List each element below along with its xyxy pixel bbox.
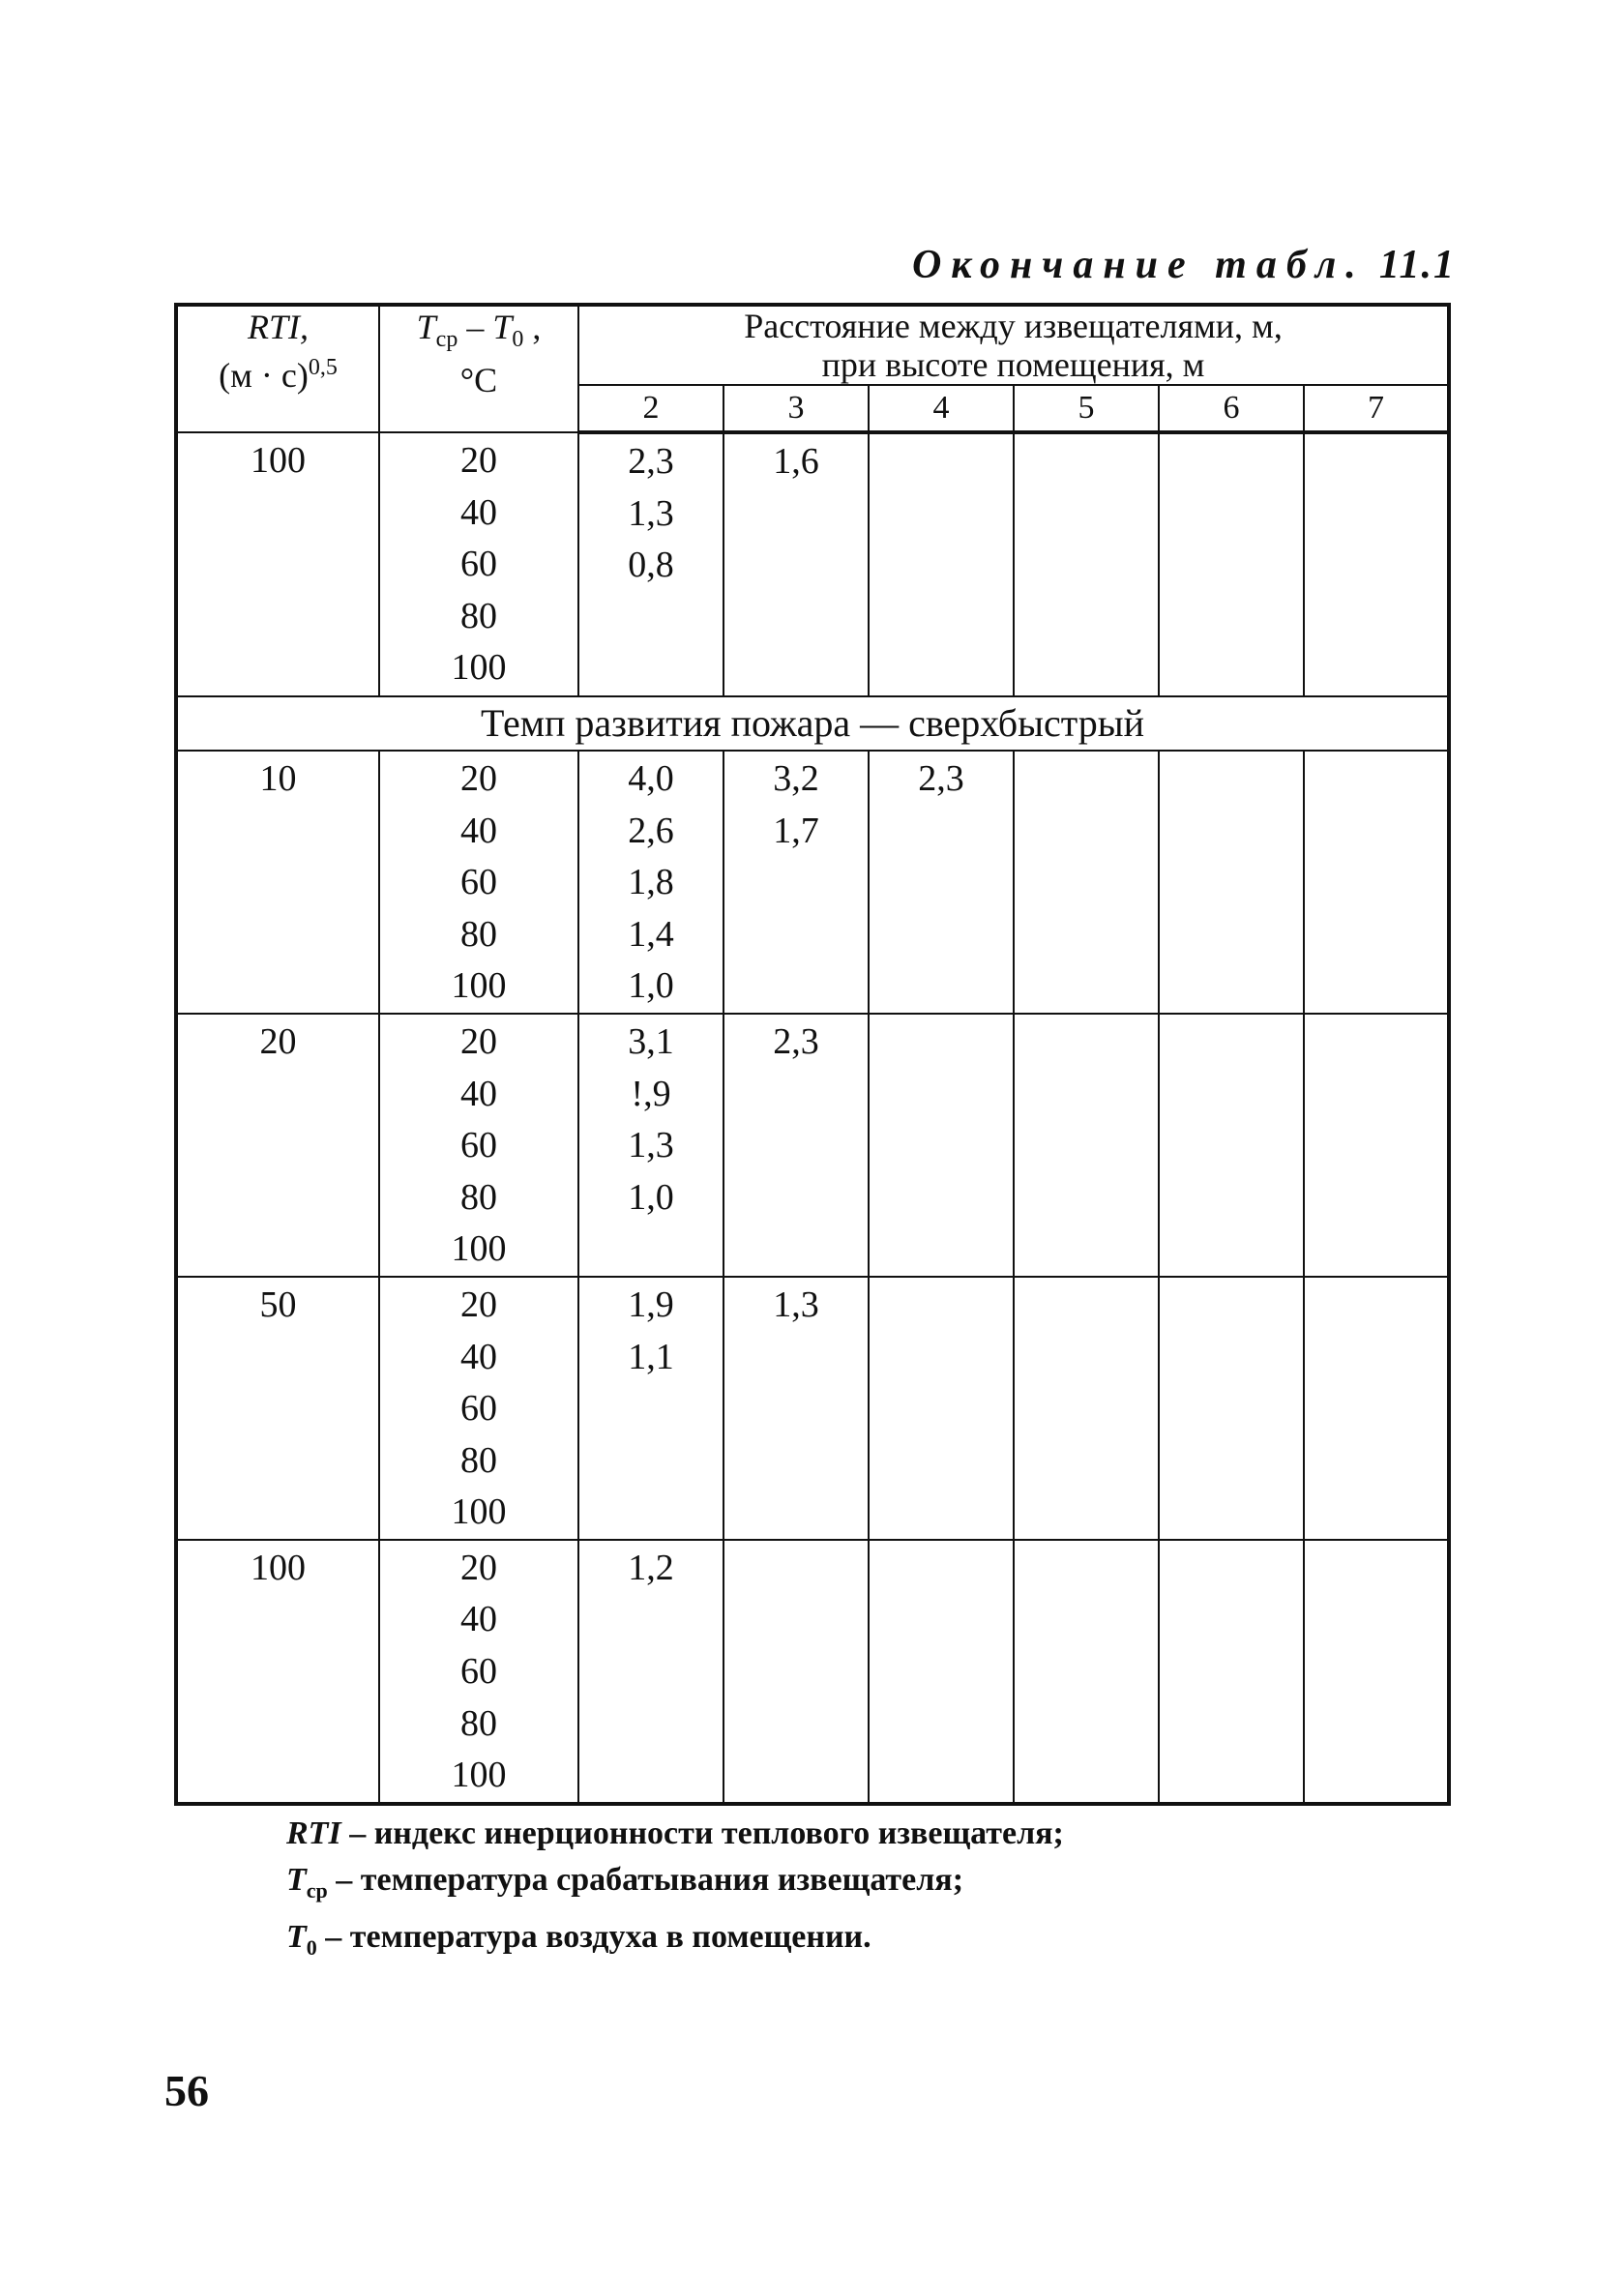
- header-distance-line1: Расстояние между извещателями, м,: [744, 307, 1283, 345]
- note-t0-sub: 0: [306, 1934, 317, 1960]
- distance-value: [1305, 857, 1447, 909]
- distance-value: [1305, 1332, 1447, 1384]
- distance-value: [1015, 592, 1158, 644]
- temp-value: 80: [460, 1439, 497, 1481]
- distance-cell: [1159, 432, 1304, 696]
- distance-value: [1305, 1750, 1447, 1802]
- distance-value: [1015, 1332, 1158, 1384]
- distance-value: [579, 1698, 723, 1751]
- distance-value: [870, 1224, 1013, 1276]
- temp-value: 80: [460, 595, 497, 636]
- distance-value: [1160, 643, 1303, 695]
- distance-value: [1305, 1594, 1447, 1646]
- distance-value: [870, 1698, 1013, 1751]
- distance-value: [1015, 1435, 1158, 1488]
- distance-value: [724, 909, 868, 961]
- distance-value: [870, 1069, 1013, 1121]
- header-height-2: 2: [578, 385, 723, 432]
- distance-value: [1015, 1750, 1158, 1802]
- table-row: [176, 432, 1449, 696]
- distance-value: 4,0: [628, 757, 674, 799]
- distance-value: [1160, 1594, 1303, 1646]
- distance-value: [579, 1435, 723, 1488]
- distance-value: [579, 592, 723, 644]
- distance-value: [1305, 1069, 1447, 1121]
- temp-value: 60: [460, 862, 497, 903]
- distance-value: [1160, 1487, 1303, 1539]
- distance-value: [1160, 436, 1303, 488]
- distance-cell: [1304, 751, 1449, 1014]
- header-rti-exponent: 0,5: [308, 355, 338, 380]
- distance-value: 1,1: [628, 1336, 674, 1377]
- distance-value: [1015, 436, 1158, 488]
- header-t-unit: °C: [459, 361, 498, 400]
- distance-cell: [869, 1277, 1014, 1540]
- distance-value: [870, 643, 1013, 695]
- distance-value: [870, 857, 1013, 909]
- distance-cell: [578, 1540, 723, 1804]
- distance-value: 2,3: [918, 757, 964, 799]
- temp-value: 20: [460, 1020, 497, 1062]
- distance-value: [1015, 1224, 1158, 1276]
- temp-value: 60: [460, 1388, 497, 1430]
- distance-value: [724, 1698, 868, 1751]
- distance-value: [870, 960, 1013, 1013]
- temp-cell: [379, 751, 578, 1014]
- distance-value: [1160, 1543, 1303, 1595]
- rti-value: 20: [259, 1020, 297, 1062]
- distance-value: [1015, 909, 1158, 961]
- table-row: [176, 751, 1449, 1014]
- distance-value: [1160, 753, 1303, 806]
- distance-value: [1160, 857, 1303, 909]
- distance-cell: [869, 1540, 1014, 1804]
- distance-value: 1,9: [628, 1284, 674, 1325]
- distance-value: [1160, 1646, 1303, 1698]
- distance-cell: [723, 751, 869, 1014]
- distance-value: [1015, 1383, 1158, 1435]
- distance-value: [724, 1750, 868, 1802]
- distance-value: [1305, 1487, 1447, 1539]
- distance-cell: [1159, 1277, 1304, 1540]
- note-rti-text: – индекс инерционности теплового извещателя;: [340, 1815, 1064, 1851]
- distance-value: [579, 1646, 723, 1698]
- distance-value: [1015, 1017, 1158, 1069]
- note-t0: [286, 1914, 1064, 1971]
- distance-cell: [1014, 432, 1159, 696]
- rti-cell: [176, 751, 379, 1014]
- distance-value: [870, 592, 1013, 644]
- distance-value: 1,2: [628, 1547, 674, 1588]
- distance-value: [579, 1224, 723, 1276]
- header-t-comma: ,: [523, 308, 542, 346]
- distance-value: [1160, 1698, 1303, 1751]
- distance-value: [1305, 540, 1447, 592]
- distance-value: [724, 1172, 868, 1225]
- distance-value: 1,8: [628, 862, 674, 903]
- distance-value: [1305, 1543, 1447, 1595]
- temp-cell: [379, 1277, 578, 1540]
- temp-value: 100: [451, 965, 507, 1007]
- temp-value: 20: [460, 757, 497, 799]
- rti-value: 100: [251, 440, 306, 481]
- table-row: [176, 1277, 1449, 1540]
- distance-value: 2,3: [773, 1020, 819, 1062]
- distance-value: [1015, 1646, 1158, 1698]
- rti-cell: [176, 1540, 379, 1804]
- distance-value: [870, 436, 1013, 488]
- distance-value: [1015, 1543, 1158, 1595]
- distance-value: [1305, 1646, 1447, 1698]
- temp-value: 20: [460, 440, 497, 481]
- temp-cell: [379, 1540, 578, 1804]
- distance-value: [724, 1435, 868, 1488]
- distance-value: [579, 1594, 723, 1646]
- temp-cell: [379, 1014, 578, 1277]
- distance-value: [1160, 1332, 1303, 1384]
- temp-value: 40: [460, 1336, 497, 1377]
- note-tcp-symbol: T: [286, 1862, 307, 1898]
- distance-value: [870, 1646, 1013, 1698]
- header-t-sym2: T: [492, 308, 513, 346]
- distance-value: 0,8: [628, 545, 674, 586]
- header-rti-symbol: RTI,: [248, 308, 309, 346]
- section-header: [176, 696, 1449, 751]
- distance-value: [1160, 592, 1303, 644]
- distance-value: [1160, 488, 1303, 541]
- distance-value: [1160, 806, 1303, 858]
- distance-value: [870, 1594, 1013, 1646]
- distance-value: [870, 909, 1013, 961]
- distance-value: [1015, 960, 1158, 1013]
- header-rti-unit: (м · с): [219, 356, 309, 395]
- distance-value: [870, 540, 1013, 592]
- temp-value: 80: [460, 1702, 497, 1744]
- temp-value: 100: [451, 1491, 507, 1533]
- distance-value: [1305, 1224, 1447, 1276]
- note-tcp-sub: ср: [306, 1877, 328, 1903]
- temp-value: 40: [460, 810, 497, 851]
- distance-value: [870, 1383, 1013, 1435]
- distance-value: [1160, 1224, 1303, 1276]
- caption-label: Окончание табл.: [911, 243, 1366, 287]
- distance-value: [1160, 1120, 1303, 1172]
- distance-value: [1305, 1280, 1447, 1332]
- rti-cell: [176, 1277, 379, 1540]
- distance-cell: [1014, 1277, 1159, 1540]
- distance-cell: [1304, 1540, 1449, 1804]
- distance-cell: [1014, 1014, 1159, 1277]
- distance-cell: [578, 1014, 723, 1277]
- distance-cell: [869, 432, 1014, 696]
- distance-value: [724, 1487, 868, 1539]
- distance-value: [870, 1332, 1013, 1384]
- distance-value: [724, 643, 868, 695]
- distance-value: [870, 1017, 1013, 1069]
- temp-value: 100: [451, 1755, 507, 1796]
- distance-value: [1305, 1172, 1447, 1225]
- rti-value: 100: [251, 1547, 306, 1588]
- distance-value: 1,4: [628, 913, 674, 955]
- temp-cell: [379, 432, 578, 696]
- distance-value: [724, 960, 868, 1013]
- distance-value: 2,3: [628, 441, 674, 482]
- distance-value: [724, 1069, 868, 1121]
- note-tcp: [286, 1857, 1064, 1914]
- rti-cell: [176, 1014, 379, 1277]
- distance-cell: [578, 751, 723, 1014]
- header-rti: [176, 305, 379, 432]
- section-title: Темп развития пожара — сверхбыстрый: [176, 696, 1449, 751]
- distance-value: [1015, 1698, 1158, 1751]
- distance-value: [1305, 643, 1447, 695]
- temp-value: 20: [460, 1284, 497, 1325]
- table-body-top: [176, 432, 1449, 696]
- distance-value: [724, 592, 868, 644]
- temp-value: 100: [451, 647, 507, 689]
- distance-value: [1015, 1487, 1158, 1539]
- distance-value: [724, 1594, 868, 1646]
- distance-value: [724, 540, 868, 592]
- distance-value: 1,6: [773, 441, 819, 482]
- distance-value: [579, 1383, 723, 1435]
- distance-value: [1160, 1750, 1303, 1802]
- caption-number: 11.1: [1378, 243, 1456, 287]
- distance-value: 1,0: [628, 965, 674, 1007]
- distance-cell: [1014, 1540, 1159, 1804]
- distance-value: !,9: [631, 1073, 671, 1114]
- distance-cell: [723, 1014, 869, 1277]
- distance-cell: [1159, 751, 1304, 1014]
- distance-value: [870, 1750, 1013, 1802]
- distance-value: 3,1: [628, 1020, 674, 1062]
- note-t0-text: – температура воздуха в помещении.: [316, 1918, 871, 1955]
- note-rti-symbol: RTI: [286, 1815, 341, 1851]
- distance-cell: [1159, 1540, 1304, 1804]
- distance-cell: [723, 1277, 869, 1540]
- distance-value: [579, 1750, 723, 1802]
- distance-value: [1305, 1698, 1447, 1751]
- temp-value: 100: [451, 1228, 507, 1270]
- distance-value: [1015, 806, 1158, 858]
- distance-value: 1,0: [628, 1176, 674, 1218]
- distance-cell: [1304, 432, 1449, 696]
- distance-value: [1015, 1594, 1158, 1646]
- header-distance-line2: при высоте помещения, м: [821, 345, 1205, 384]
- temp-value: 80: [460, 1176, 497, 1218]
- header-height-6: 6: [1159, 385, 1304, 432]
- distance-value: [1015, 857, 1158, 909]
- distance-value: 1,3: [628, 1125, 674, 1166]
- temp-value: 60: [460, 1125, 497, 1166]
- table-notes: [286, 1811, 1064, 1971]
- distance-cell: [723, 432, 869, 696]
- distance-value: [724, 1383, 868, 1435]
- header-height-4: 4: [869, 385, 1014, 432]
- distance-value: [870, 1280, 1013, 1332]
- distance-value: [1305, 1017, 1447, 1069]
- distance-value: [1015, 753, 1158, 806]
- table-caption: [912, 242, 1456, 288]
- distance-value: [870, 1487, 1013, 1539]
- header-height-5: 5: [1014, 385, 1159, 432]
- rti-value: 10: [259, 757, 297, 799]
- distance-value: [1160, 540, 1303, 592]
- temp-value: 60: [460, 544, 497, 585]
- distance-value: [1015, 643, 1158, 695]
- distance-value: [1015, 1069, 1158, 1121]
- temp-value: 40: [460, 1073, 497, 1114]
- distance-value: [1305, 960, 1447, 1013]
- distance-value: [1305, 592, 1447, 644]
- distance-value: [724, 1224, 868, 1276]
- distance-value: [870, 1120, 1013, 1172]
- distance-value: [870, 488, 1013, 541]
- rti-value: 50: [259, 1284, 297, 1325]
- distance-value: 2,6: [628, 810, 674, 851]
- temp-value: 40: [460, 491, 497, 533]
- distance-value: [1160, 1280, 1303, 1332]
- header-t-sub2: 0: [512, 327, 524, 353]
- distance-value: [1160, 1435, 1303, 1488]
- distance-value: [1160, 960, 1303, 1013]
- distance-value: 1,7: [773, 810, 819, 851]
- distance-value: [579, 643, 723, 695]
- header-height-3: 3: [723, 385, 869, 432]
- distance-value: [724, 1120, 868, 1172]
- distance-value: [724, 488, 868, 541]
- distance-value: [1305, 1435, 1447, 1488]
- distance-value: [870, 806, 1013, 858]
- distance-cell: [1304, 1277, 1449, 1540]
- header-height-7: 7: [1304, 385, 1449, 432]
- distance-value: [1305, 1120, 1447, 1172]
- distance-value: [1160, 1069, 1303, 1121]
- header-temp-diff: [379, 305, 578, 432]
- distance-value: [579, 1487, 723, 1539]
- distance-cell: [869, 1014, 1014, 1277]
- note-t0-symbol: T: [286, 1918, 307, 1955]
- distance-cell: [578, 432, 723, 696]
- note-rti: [286, 1811, 1064, 1857]
- temp-value: 60: [460, 1651, 497, 1693]
- distance-value: [1015, 1120, 1158, 1172]
- distance-value: [1305, 488, 1447, 541]
- distance-cell: [1014, 751, 1159, 1014]
- page-number: 56: [164, 2066, 209, 2115]
- spacing-table: [174, 303, 1451, 1806]
- distance-value: [870, 1435, 1013, 1488]
- table-body-bottom: [176, 751, 1449, 1804]
- distance-value: [870, 1543, 1013, 1595]
- distance-value: [1015, 540, 1158, 592]
- distance-cell: [1159, 1014, 1304, 1277]
- distance-value: [1160, 1172, 1303, 1225]
- distance-value: [1160, 1017, 1303, 1069]
- distance-cell: [1304, 1014, 1449, 1277]
- distance-value: [1015, 1172, 1158, 1225]
- table-row: [176, 1540, 1449, 1804]
- distance-value: [1305, 1383, 1447, 1435]
- header-t-sub1: ср: [435, 327, 458, 353]
- distance-value: 3,2: [773, 757, 819, 799]
- distance-value: [1160, 1383, 1303, 1435]
- table-row: [176, 1014, 1449, 1277]
- distance-cell: [869, 751, 1014, 1014]
- distance-value: [724, 1543, 868, 1595]
- distance-value: 1,3: [628, 492, 674, 534]
- distance-value: [1305, 909, 1447, 961]
- distance-value: [724, 1332, 868, 1384]
- distance-value: [1305, 806, 1447, 858]
- distance-value: [724, 1646, 868, 1698]
- distance-value: [1015, 1280, 1158, 1332]
- distance-value: [870, 1172, 1013, 1225]
- note-tcp-text: – температура срабатывания извещателя;: [327, 1862, 964, 1898]
- header-t-sym1: T: [416, 308, 436, 346]
- distance-value: [1305, 436, 1447, 488]
- distance-value: [724, 857, 868, 909]
- distance-cell: [723, 1540, 869, 1804]
- header-t-minus: –: [458, 308, 493, 346]
- distance-value: 1,3: [773, 1284, 819, 1325]
- temp-value: 40: [460, 1599, 497, 1640]
- temp-value: 80: [460, 913, 497, 955]
- distance-cell: [578, 1277, 723, 1540]
- distance-value: [1015, 488, 1158, 541]
- rti-cell: [176, 432, 379, 696]
- distance-value: [1160, 909, 1303, 961]
- temp-value: 20: [460, 1547, 497, 1588]
- header-distance: [578, 305, 1449, 385]
- distance-value: [1305, 753, 1447, 806]
